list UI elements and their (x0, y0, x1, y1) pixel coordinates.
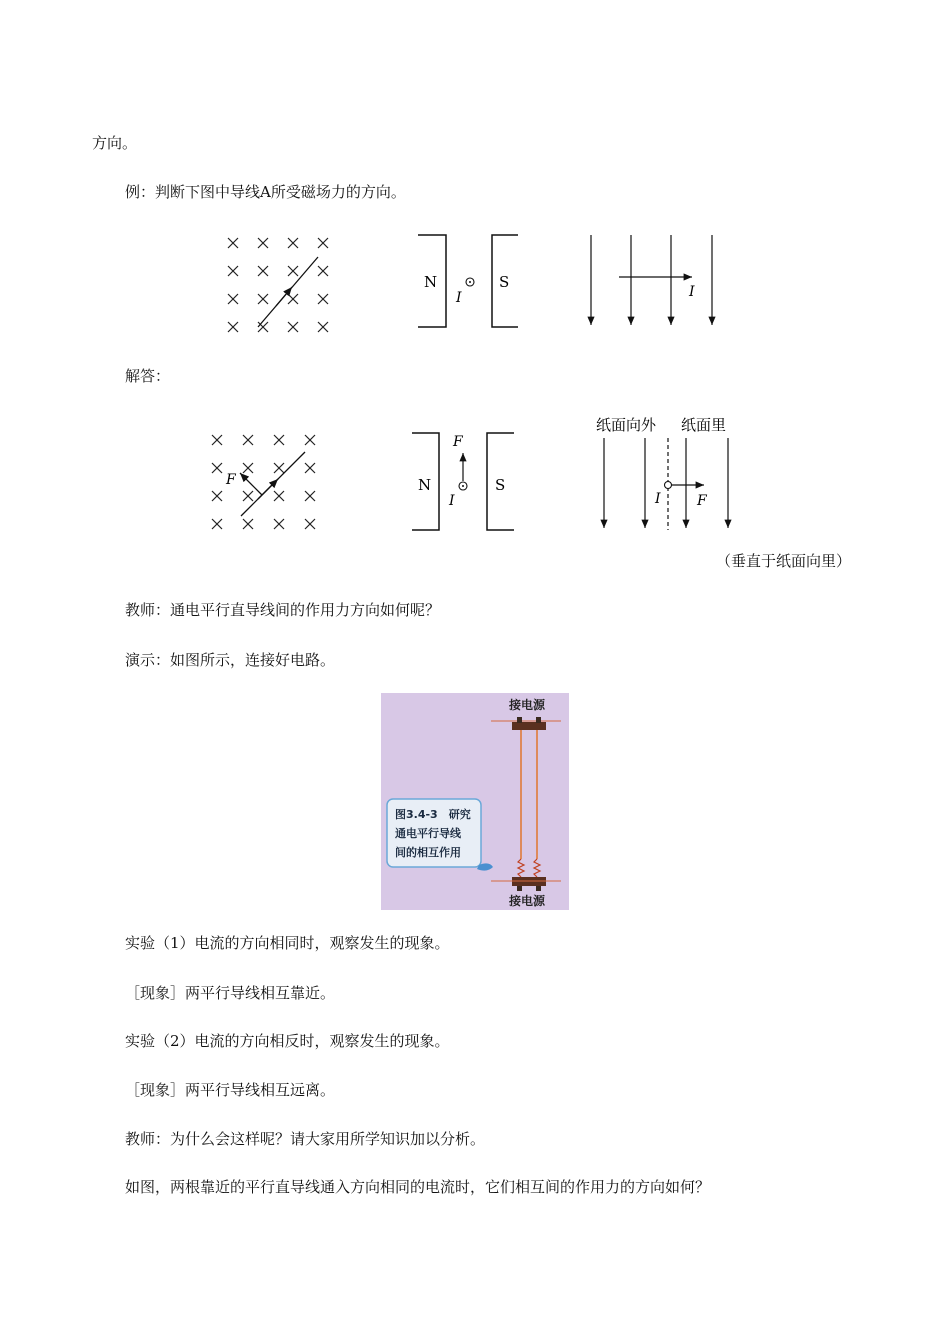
answer-note: （垂直于纸面向里） (716, 552, 852, 570)
force-label: F (697, 493, 707, 509)
photo-caption-3: 间的相互作用 (395, 846, 461, 859)
current-label: I (689, 284, 695, 300)
force-label: F (453, 434, 463, 450)
force-label: F (226, 472, 236, 488)
s-label: S (495, 476, 506, 494)
answer-diagrams (0, 408, 950, 538)
teacher-prompt: 教师：为什么会这样呢？请大家用所学知识加以分析。 (125, 1130, 486, 1148)
current-arrow (258, 479, 278, 499)
final-question: 如图，两根靠近的平行直导线通入方向相同的电流时，它们相互间的作用力的方向如何？ (125, 1178, 711, 1196)
current-label: I (449, 493, 455, 509)
s-label: S (499, 273, 510, 291)
demo-instruction: 演示：如图所示，连接好电路。 (125, 651, 336, 669)
answer-heading: 解答： (125, 367, 171, 385)
experiment-2: 实验（2）电流的方向相反时，观察发生的现象。 (125, 1032, 450, 1050)
magnetic-field-into-page-marks (228, 238, 328, 332)
n-label: N (424, 273, 438, 291)
current-label: I (456, 290, 462, 306)
experiment-1: 实验（1）电流的方向相同时，观察发生的现象。 (125, 934, 450, 952)
phenomenon-2: ［现象］两平行导线相互远离。 (125, 1081, 336, 1099)
photo-label-bottom: 接电源 (509, 894, 546, 908)
n-label: N (418, 476, 432, 494)
label-out-of-page: 纸面向外 (596, 416, 657, 434)
teacher-question: 教师：通电平行直导线间的作用力方向如何呢？ (125, 601, 441, 619)
question-diagrams (0, 225, 950, 340)
current-label: I (655, 491, 661, 507)
label-into-page: 纸面里 (681, 416, 727, 434)
experiment-photo (381, 693, 569, 910)
example-prompt: 例：判断下图中导线A所受磁场力的方向。 (125, 183, 406, 201)
photo-caption-1: 图3.4-3 研究 (395, 808, 471, 821)
photo-label-top: 接电源 (509, 698, 546, 712)
photo-caption-2: 通电平行导线 (395, 827, 461, 840)
top-clamp (512, 722, 546, 730)
text-line: 方向。 (92, 134, 138, 152)
phenomenon-1: ［现象］两平行导线相互靠近。 (125, 984, 336, 1002)
